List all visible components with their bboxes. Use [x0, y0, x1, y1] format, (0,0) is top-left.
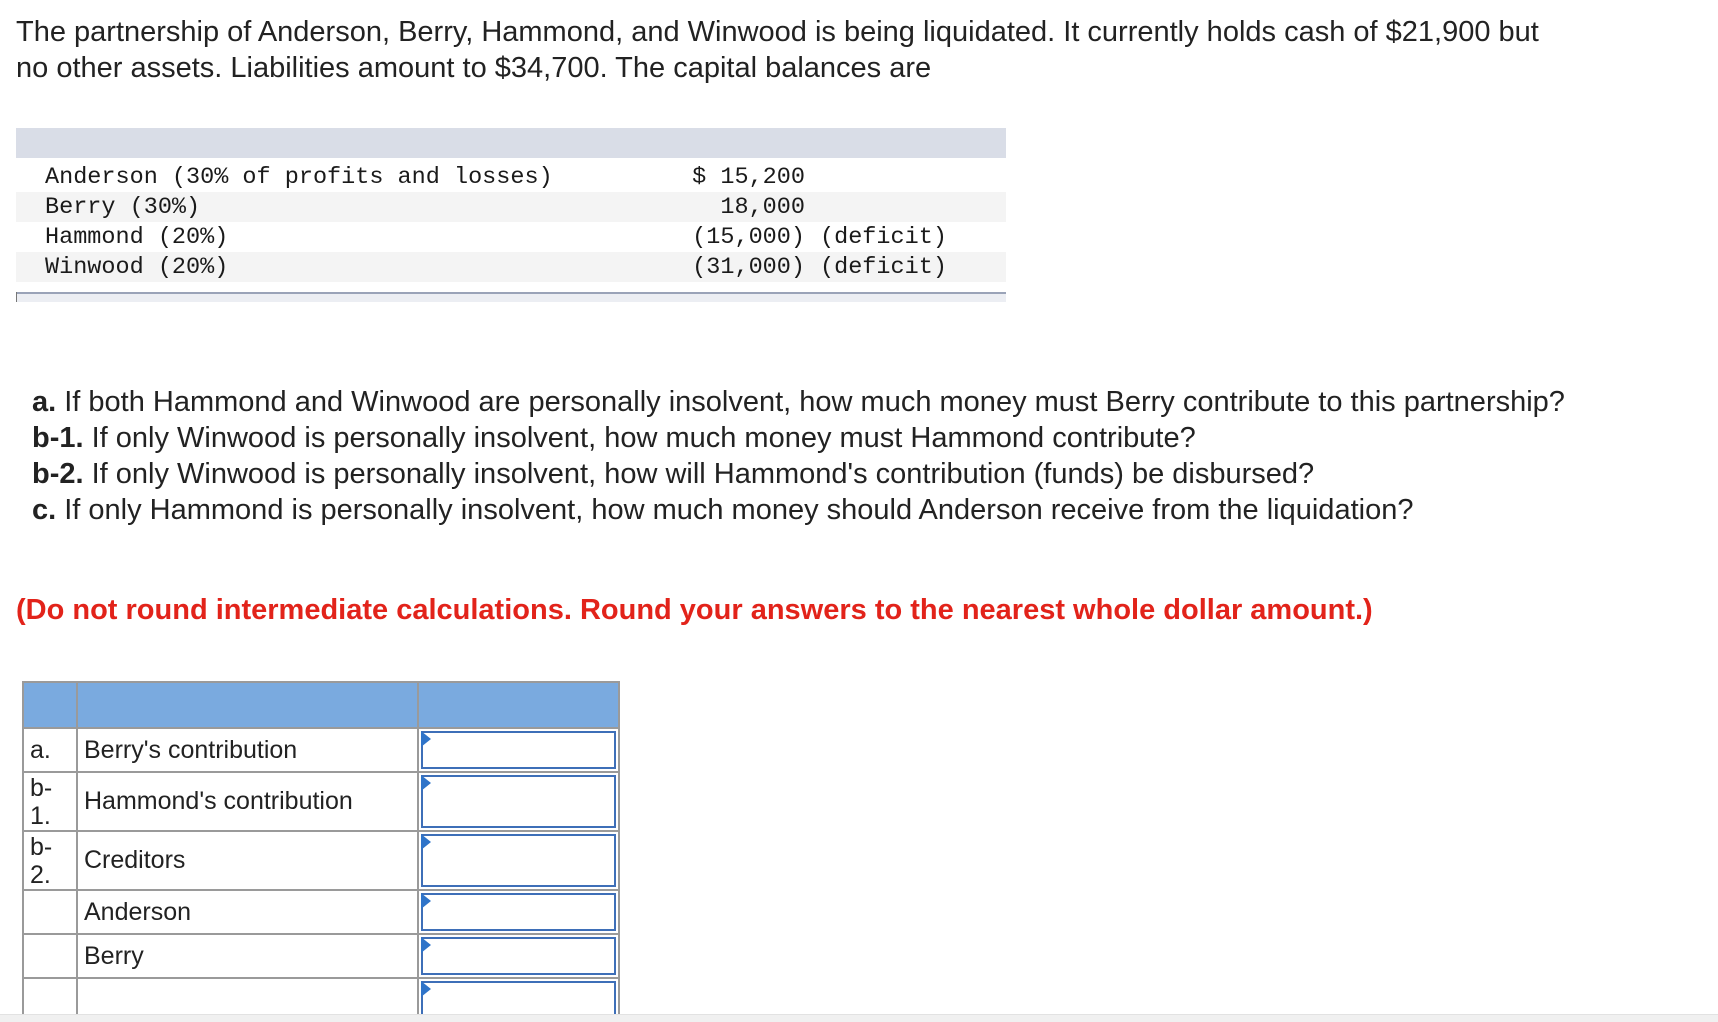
answer-input-cell[interactable]	[418, 772, 619, 831]
problem-statement	[16, 14, 1706, 86]
partner-name: Anderson (30% of profits and losses)	[45, 163, 553, 191]
input-flag-icon	[421, 981, 431, 997]
question-label: c.	[32, 494, 57, 526]
creditors-input[interactable]	[421, 834, 616, 887]
capital-balances-table	[16, 128, 1006, 304]
capital-table-header	[16, 128, 1006, 158]
input-flag-icon	[421, 893, 431, 909]
answer-input-cell[interactable]	[418, 934, 619, 978]
answer-row-hammond-contribution	[23, 772, 619, 831]
capital-note: (deficit)	[820, 223, 947, 251]
berry-contribution-input[interactable]	[421, 731, 616, 769]
input-flag-icon	[421, 775, 431, 791]
answer-row-label: a.	[23, 728, 77, 772]
answer-row-label: b- 1.	[23, 772, 77, 831]
capital-amount: (31,000)	[692, 253, 805, 281]
question-text: If only Winwood is personally insolvent, how much money must Hammond contribute?	[83, 422, 1196, 454]
capital-row-anderson	[16, 162, 1006, 192]
question-c	[32, 492, 1712, 528]
capital-table-footer-rule	[16, 292, 1006, 302]
answer-row-berry	[23, 934, 619, 978]
question-list	[32, 384, 1712, 528]
answer-row-label: b- 2.	[23, 831, 77, 890]
rounding-instruction: (Do not round intermediate calculations. Round your answers to the nearest whole dollar amount.)	[16, 594, 1373, 626]
answer-row-description: Berry	[77, 934, 418, 978]
answer-row-label	[23, 934, 77, 978]
capital-amount: (15,000)	[692, 223, 805, 251]
question-label: a.	[32, 386, 57, 418]
question-b1	[32, 420, 1712, 456]
answer-row-description: Creditors	[77, 831, 418, 890]
answer-table	[22, 681, 620, 1022]
problem-line-2: no other assets. Liabilities amount to $34,700. The capital balances are	[16, 52, 932, 84]
problem-line-1: The partnership of Anderson, Berry, Hammond, and Winwood is being liquidated. It currently holds cash of $21,900 but	[16, 16, 1539, 48]
input-flag-icon	[421, 834, 431, 850]
question-text: If only Hammond is personally insolvent, how much money should Anderson receive from the liquidation?	[56, 494, 1414, 526]
hammond-contribution-input[interactable]	[421, 775, 616, 828]
page-bottom-rule	[0, 1014, 1718, 1022]
answer-input-cell[interactable]	[418, 831, 619, 890]
header-cell-amount	[418, 682, 619, 728]
answer-row-anderson	[23, 890, 619, 934]
capital-amount: 18,000	[720, 193, 805, 221]
question-a	[32, 384, 1712, 420]
answer-row-label	[23, 890, 77, 934]
answer-row-description: Berry's contribution	[77, 728, 418, 772]
input-flag-icon	[421, 731, 431, 747]
question-text: If only Winwood is personally insolvent, how will Hammond's contribution (funds) be disbursed?	[83, 458, 1315, 490]
partner-name: Berry (30%)	[45, 193, 201, 221]
answer-table-header	[23, 682, 619, 728]
berry-input[interactable]	[421, 937, 616, 975]
header-cell-description	[77, 682, 418, 728]
question-label: b-2.	[32, 458, 84, 490]
answer-row-creditors	[23, 831, 619, 890]
capital-note: (deficit)	[820, 253, 947, 281]
partner-name: Hammond (20%)	[45, 223, 229, 251]
partner-name: Winwood (20%)	[45, 253, 229, 281]
answer-input-cell[interactable]	[418, 890, 619, 934]
capital-row-winwood	[16, 252, 1006, 282]
answer-input-cell[interactable]	[418, 728, 619, 772]
question-b2	[32, 456, 1712, 492]
question-text: If both Hammond and Winwood are personally insolvent, how much money must Berry contribute to this partnership?	[56, 386, 1565, 418]
capital-amount: $ 15,200	[692, 163, 805, 191]
input-flag-icon	[421, 937, 431, 953]
question-label: b-1.	[32, 422, 84, 454]
answer-row-description: Hammond's contribution	[77, 772, 418, 831]
answer-row-berry-contribution	[23, 728, 619, 772]
header-cell-label	[23, 682, 77, 728]
answer-row-description: Anderson	[77, 890, 418, 934]
capital-row-hammond	[16, 222, 1006, 252]
anderson-input[interactable]	[421, 893, 616, 931]
capital-row-berry	[16, 192, 1006, 222]
